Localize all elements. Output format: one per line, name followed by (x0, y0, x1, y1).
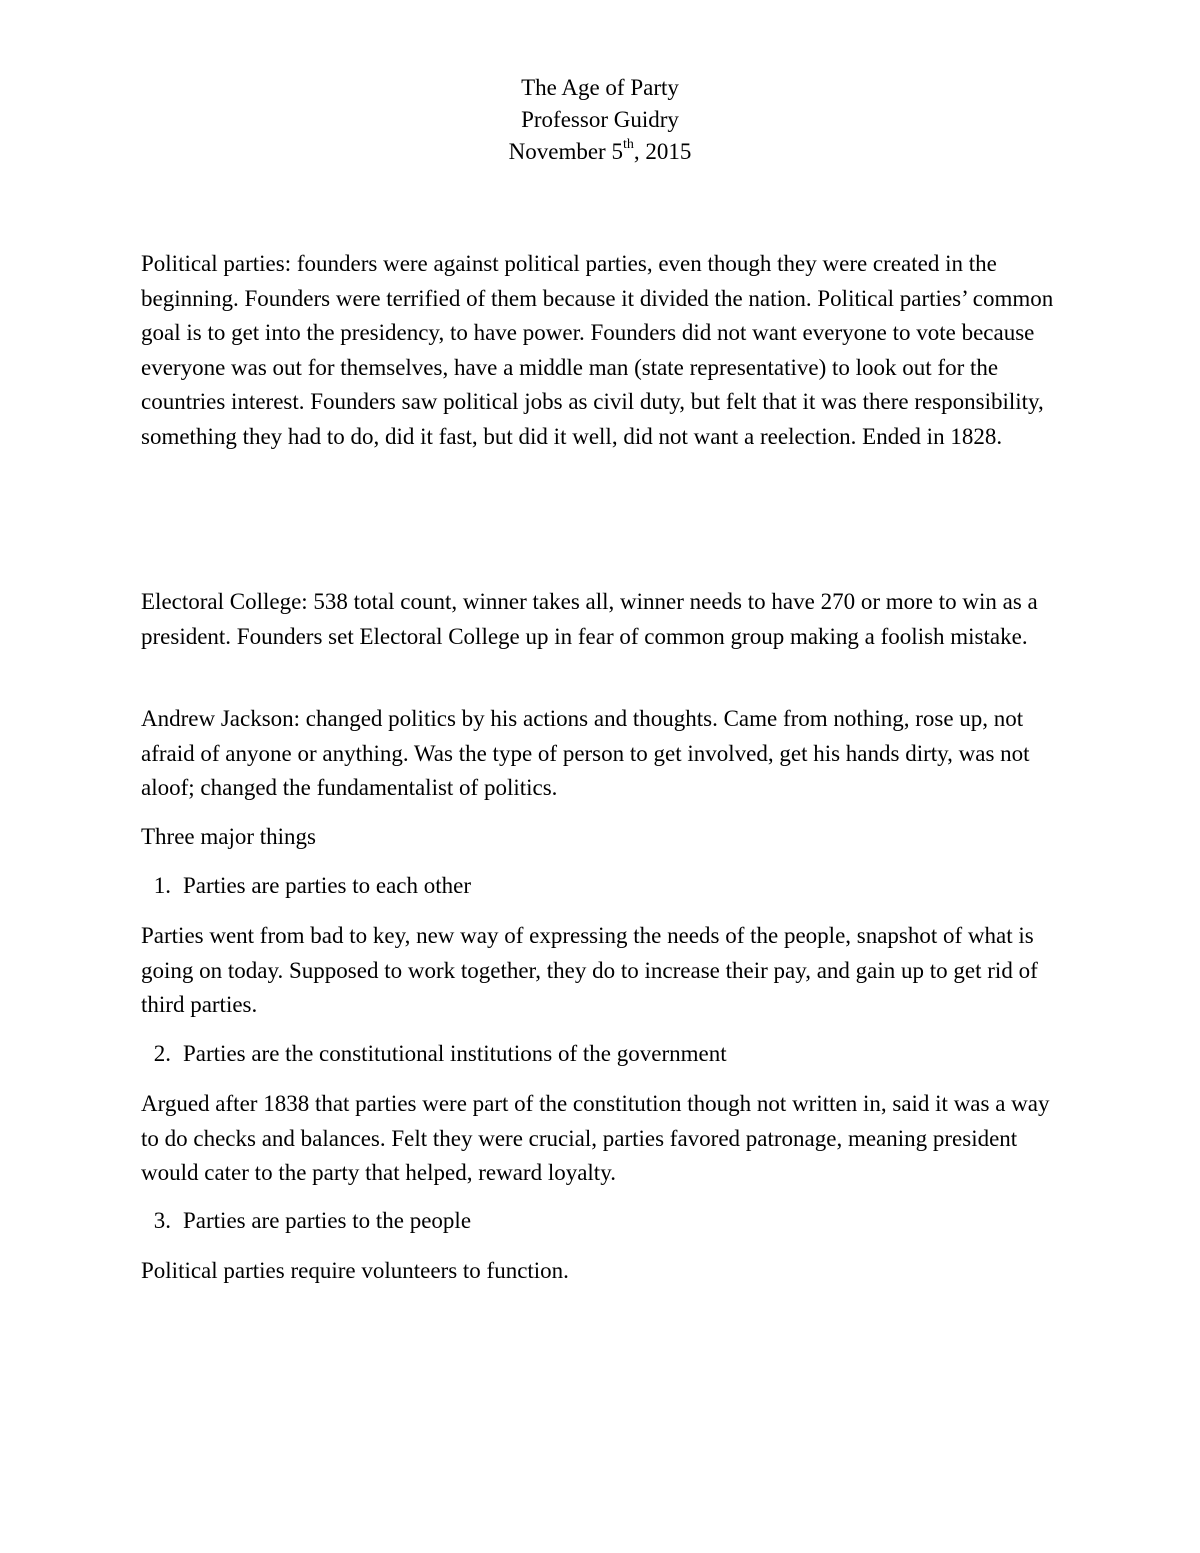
date-suffix: th (622, 137, 634, 153)
list-number: 2. (153, 1041, 171, 1066)
paragraph-electoral-college (141, 585, 1071, 654)
paragraph-political-parties (141, 247, 1071, 454)
list-text: Parties are the constitutional institutions of the government (183, 1041, 727, 1066)
list-number: 3. (153, 1208, 171, 1233)
document-date (0, 136, 1200, 168)
date-month-day: November 5 (508, 139, 623, 164)
paragraph-text: Argued after 1838 that parties were part of the constitution though not written in, said it was a way to do checks and balances. Felt they were crucial, parties favored patronage, meaning president would cater to the party that helped, reward loyalty. (141, 1091, 1050, 1185)
paragraph-text: Electoral College: 538 total count, winner takes all, winner needs to have 270 or more to win as a president. Founders set Electoral College up in fear of common group making a foolish mistake. (141, 589, 1038, 649)
paragraph-text: Parties went from bad to key, new way of expressing the needs of the people, snapshot of what is going on today. Supposed to work together, they do to increase their pay, and gain up to get rid of third parties. (141, 923, 1038, 1017)
list-item-1 (141, 869, 1071, 904)
paragraph-text: Political parties require volunteers to function. (141, 1258, 569, 1283)
paragraph-text: Political parties: founders were against political parties, even though they were created in the beginning. Founders were terrified of them because it divided the nation. Political parties’ common goal is to get into the presidency, to have power. Founders did not want everyone to vote because everyone was out for themselves, have a middle man (state representative) to look out for the countries interest. Founders saw political jobs as civil duty, but felt that it was there responsibility, something they had to do, did it fast, but did it well, did not want a reelection. Ended in 1828. (141, 251, 1054, 449)
professor-name: Professor Guidry (521, 107, 679, 132)
list-text: Parties are parties to the people (183, 1208, 472, 1233)
date-year: , 2015 (633, 139, 692, 164)
list-number: 1. (153, 873, 171, 898)
list-text: Parties are parties to each other (183, 873, 472, 898)
paragraph-andrew-jackson (141, 702, 1071, 806)
list-item-3 (141, 1204, 1071, 1239)
paragraph-text: Andrew Jackson: changed politics by his actions and thoughts. Came from nothing, rose up, not afraid of anyone or anything. Was the type of person to get involved, get his hands dirty, was not aloof; changed the fundamentalist of politics. (141, 706, 1030, 800)
document-title: The Age of Party (521, 75, 679, 100)
list-item-2 (141, 1037, 1071, 1072)
paragraph-item1-detail (141, 919, 1071, 1023)
paragraph-three-major (141, 820, 1071, 855)
paragraph-item2-detail (141, 1087, 1071, 1191)
document-header (0, 72, 1200, 168)
paragraph-text: Three major things (141, 824, 317, 849)
paragraph-item3-detail (141, 1254, 1071, 1289)
